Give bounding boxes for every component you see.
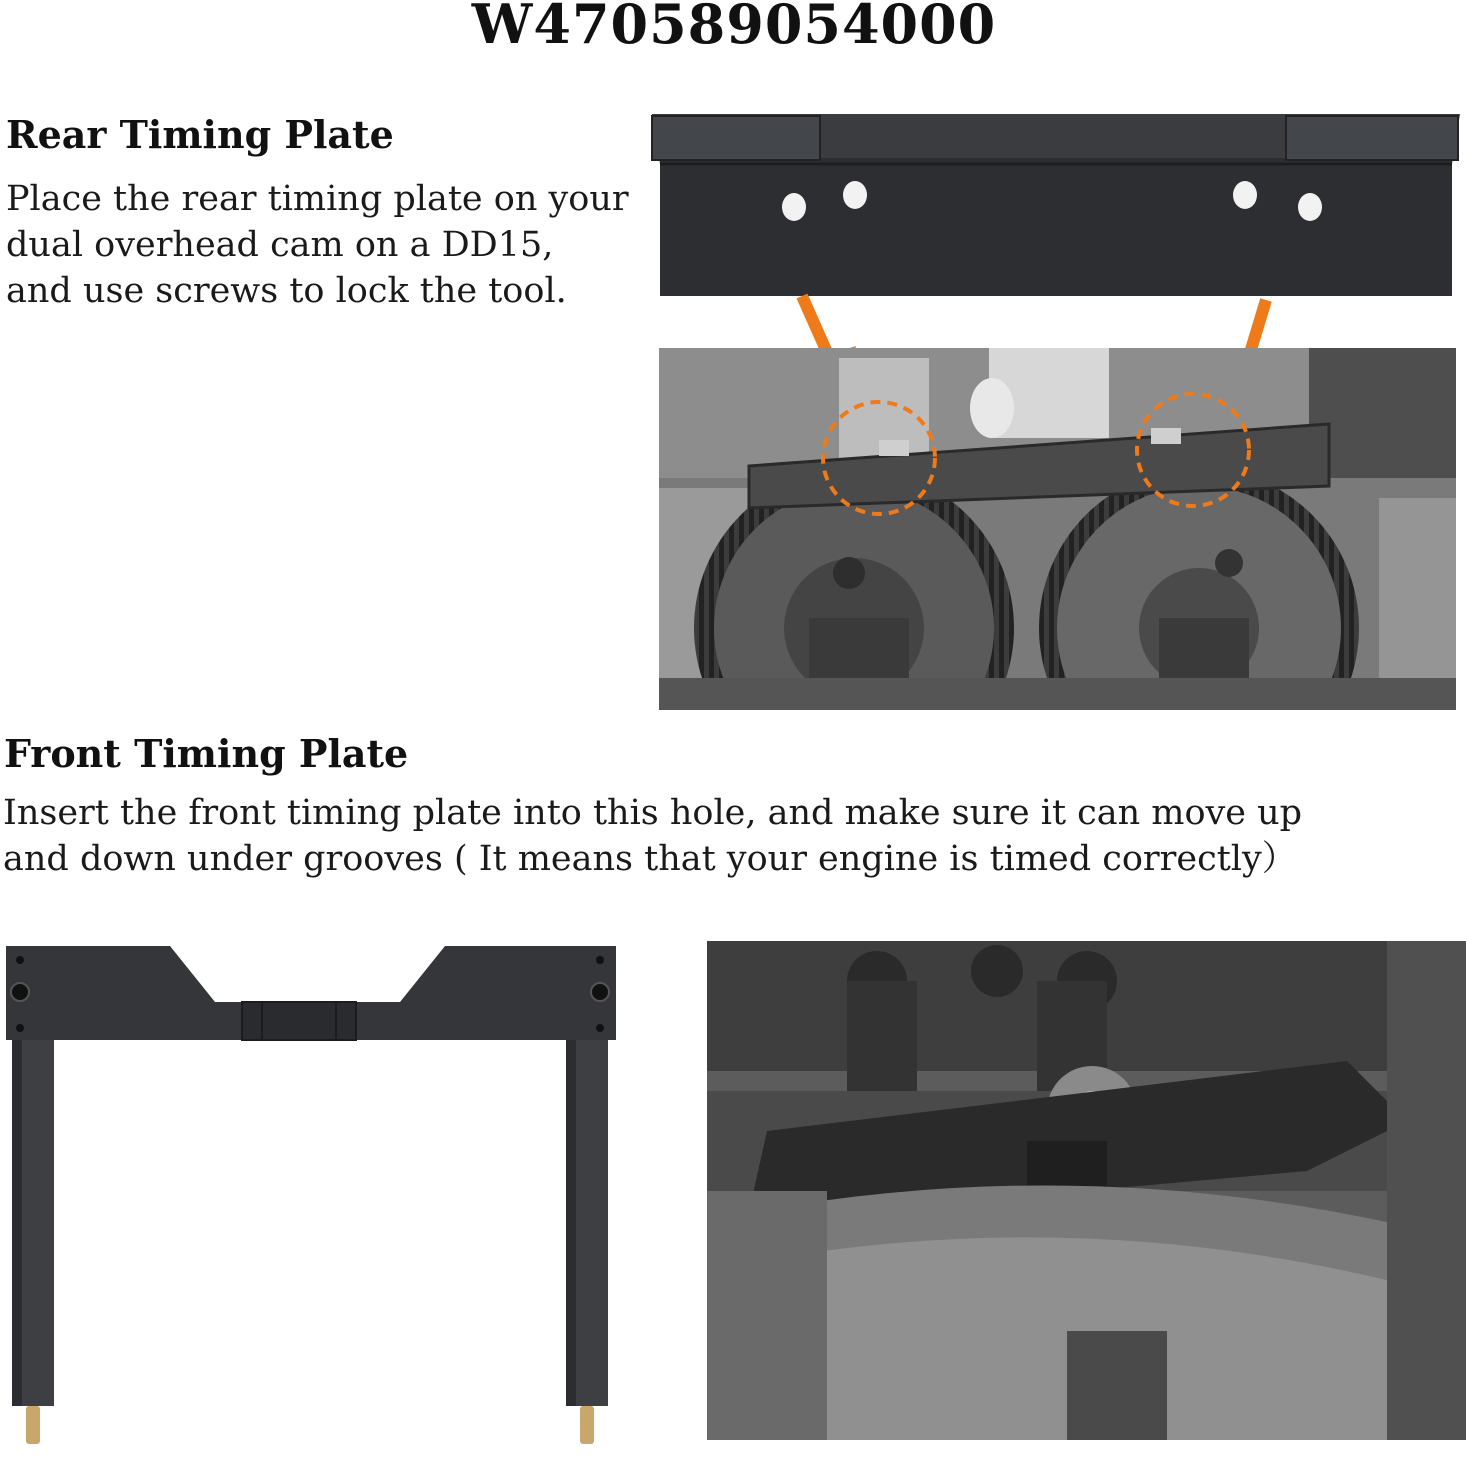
rear-timing-plate-description (6, 176, 646, 314)
rear-desc-line-2: dual overhead cam on a DD15, (6, 225, 554, 265)
front-desc-line-1: Insert the front timing plate into this hole, and make sure it can move up (3, 793, 1303, 833)
plate-hole (782, 193, 806, 221)
rear-desc-line-1: Place the rear timing plate on your (6, 179, 629, 219)
screw-icon (11, 983, 29, 1001)
screw-icon (591, 983, 609, 1001)
pin (580, 1406, 594, 1444)
front-timing-plate-image (0, 940, 625, 1450)
front-engine-photo (707, 941, 1466, 1440)
pin (26, 1406, 40, 1444)
front-desc-line-2: and down under grooves ( It means that your engine is timed correctly） (3, 839, 1297, 879)
front-timing-plate-heading: Front Timing Plate (4, 731, 409, 776)
rear-timing-plate-heading: Rear Timing Plate (6, 112, 394, 157)
front-timing-plate-description (3, 790, 1443, 882)
rear-desc-line-3: and use screws to lock the tool. (6, 271, 567, 311)
plate-hole (843, 181, 867, 209)
plate-hole (1233, 181, 1257, 209)
rear-engine-photo (659, 348, 1456, 710)
rear-timing-plate-image (650, 112, 1462, 302)
product-code-title: W470589054000 (471, 0, 997, 56)
plate-hole (1298, 193, 1322, 221)
